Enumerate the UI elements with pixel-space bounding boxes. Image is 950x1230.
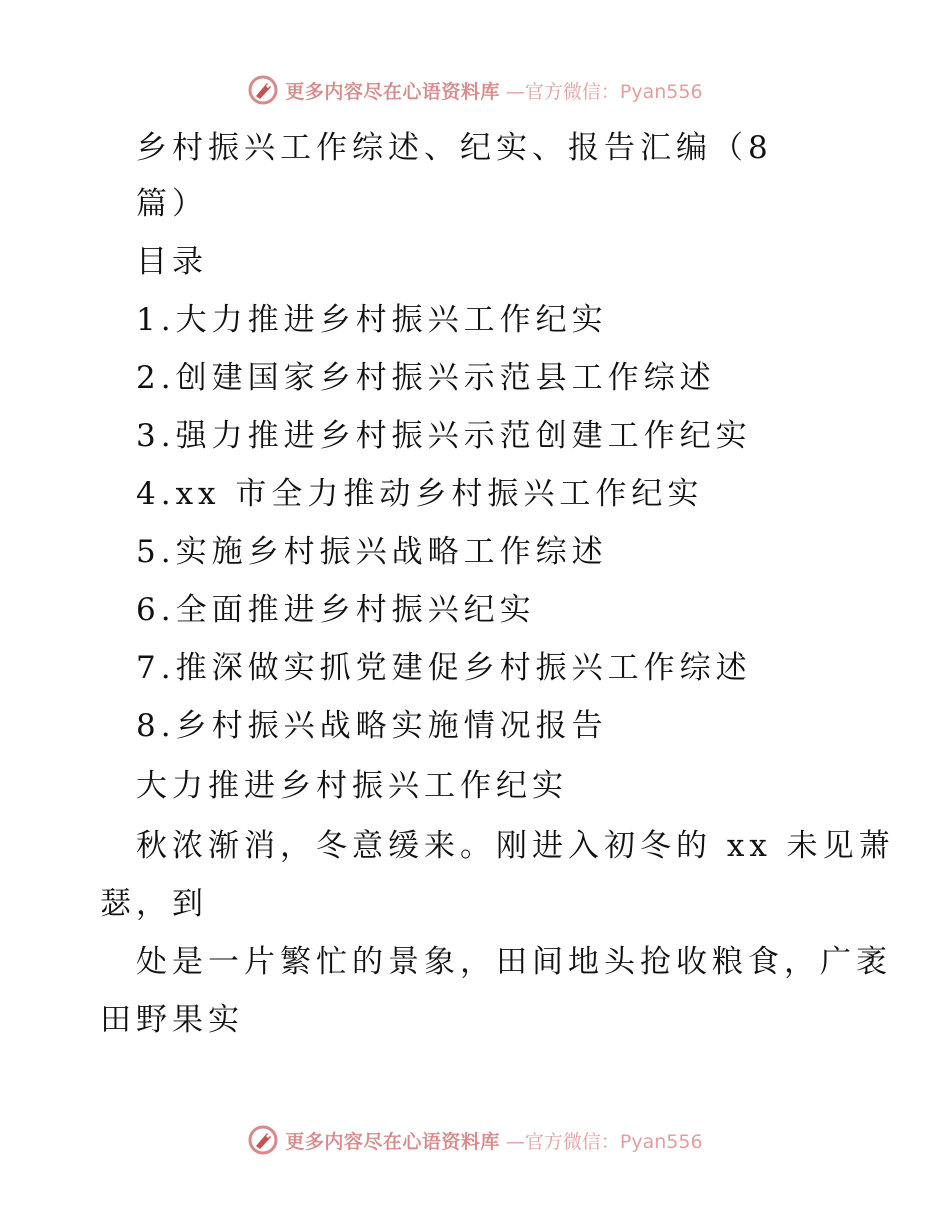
pen-nib-logo-icon bbox=[247, 74, 279, 106]
toc-item: 4.xx 市全力推动乡村振兴工作纪实 bbox=[136, 476, 704, 512]
toc-item: 3.强力推进乡村振兴示范创建工作纪实 bbox=[136, 418, 752, 454]
watermark-wechat-text: —官方微信：Pyan556 bbox=[505, 1130, 703, 1153]
paragraph-line: 田野果实 bbox=[100, 1002, 244, 1038]
document-title: 乡村振兴工作综述、纪实、报告汇编（8 bbox=[136, 130, 773, 166]
paragraph-line: 秋浓渐消，冬意缓来。刚进入初冬的 xx 未见萧 bbox=[136, 828, 895, 864]
toc-item: 1.大力推进乡村振兴工作纪实 bbox=[136, 302, 608, 338]
toc-item: 7.推深做实抓党建促乡村振兴工作综述 bbox=[136, 650, 752, 686]
toc-item: 5.实施乡村振兴战略工作综述 bbox=[136, 534, 608, 570]
watermark-main-text: 更多内容尽在心语资料库 bbox=[285, 1130, 500, 1153]
paragraph-line: 处是一片繁忙的景象，田间地头抢收粮食，广袤 bbox=[136, 944, 892, 980]
toc-item: 6.全面推进乡村振兴纪实 bbox=[136, 592, 536, 628]
toc-item: 8.乡村振兴战略实施情况报告 bbox=[136, 708, 608, 744]
document-title-continued: 篇） bbox=[136, 186, 208, 222]
header-watermark bbox=[0, 74, 950, 106]
watermark-wechat-text: —官方微信：Pyan556 bbox=[505, 80, 703, 103]
toc-item: 2.创建国家乡村振兴示范县工作综述 bbox=[136, 360, 716, 396]
section-title: 大力推进乡村振兴工作纪实 bbox=[136, 768, 568, 804]
footer-watermark bbox=[0, 1124, 950, 1156]
paragraph-line: 瑟，到 bbox=[100, 886, 208, 922]
toc-heading: 目录 bbox=[136, 244, 208, 280]
pen-nib-logo-icon bbox=[247, 1124, 279, 1156]
watermark-main-text: 更多内容尽在心语资料库 bbox=[285, 80, 500, 103]
